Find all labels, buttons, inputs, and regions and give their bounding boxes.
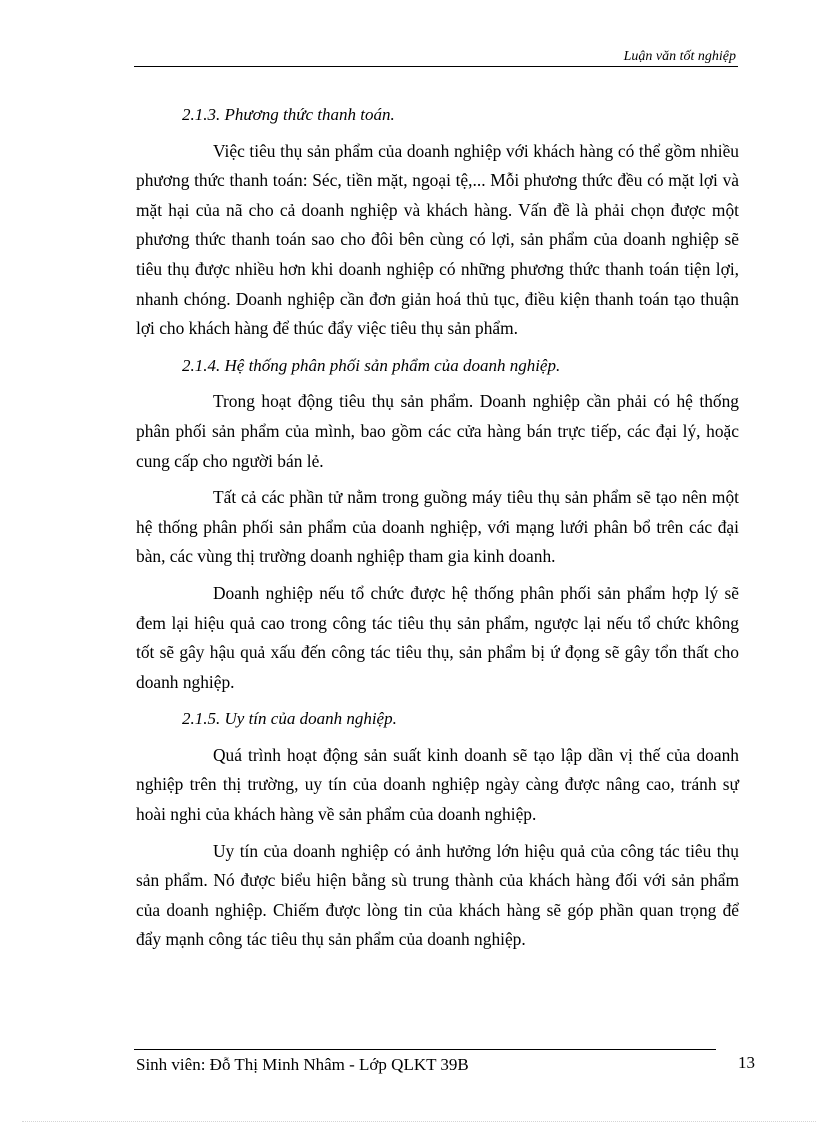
page-number: 13 xyxy=(738,1053,755,1072)
paragraph: Uy tín của doanh nghiệp có ảnh hưởng lớn hiệu quả của công tác tiêu thụ sản phẩm. Nó được biểu hiện bằng sù trung thành của khách hàng đối với sản phẩm của doanh nghiệp. Chiếm được lòng tin của khách hàng sẽ góp phần quan trọng để đẩy mạnh công tác tiêu thụ sản phẩm của doanh nghiệp. xyxy=(136,840,739,950)
section-heading-2-1-3: 2.1.3. Phương thức thanh toán. xyxy=(182,105,395,124)
paragraph: Trong hoạt động tiêu thụ sản phẩm. Doanh nghiệp cần phải có hệ thống phân phối sản phẩm của mình, bao gồm các cửa hàng bán trực tiếp, các đại lý, hoặc cung cấp cho người bán lẻ. xyxy=(136,391,739,471)
page-header xyxy=(134,48,738,67)
footer-student-info: Sinh viên: Đỗ Thị Minh Nhâm - Lớp QLKT 39B xyxy=(136,1055,469,1074)
paragraph: Quá trình hoạt động sản suất kinh doanh sẽ tạo lập dần vị thế của doanh nghiệp trên thị trường, uy tín của doanh nghiệp ngày càng được nâng cao, tránh sự hoài nghi của khách hàng về sản phẩm của doanh nghiệp. xyxy=(136,744,739,825)
section-heading-2-1-4: 2.1.4. Hệ thống phân phối sản phẩm của doanh nghiệp. xyxy=(182,355,561,375)
page-bottom-border xyxy=(22,1121,816,1122)
paragraph: Việc tiêu thụ sản phẩm của doanh nghiệp với khách hàng có thể gồm nhiều phương thức thanh toán: Séc, tiền mặt, ngoại tệ,... Mỗi phương thức đều có mặt lợi và mặt hại của nã cho cả doanh nghiệp và khách hàng. Vấn đề là phải chọn được một phương thức thanh toán sao cho đôi bên cùng có lợi, sản phẩm của doanh nghiệp sẽ tiêu thụ được nhiều hơn khi doanh nghiệp có những phương thức thanh toán tiện lợi, nhanh chóng. Doanh nghiệp cần đơn giản hoá thủ tục, điều kiện thanh toán tạo thuận lợi cho khách hàng để thúc đẩy việc tiêu thụ sản phẩm. xyxy=(136,140,739,339)
paragraph: Tất cả các phần tử nằm trong guồng máy tiêu thụ sản phẩm sẽ tạo nên một hệ thống phân phối sản phẩm của doanh nghiệp, với mạng lưới phân bổ trên các đại bàn, các vùng thị trường doanh nghiệp tham gia kinh doanh. xyxy=(136,487,739,567)
document-body xyxy=(136,100,739,962)
paragraph: Doanh nghiệp nếu tổ chức được hệ thống phân phối sản phẩm hợp lý sẽ đem lại hiệu quả cao trong công tác tiêu thụ sản phẩm, ngược lại nếu tổ chức không tốt sẽ gây hậu quả xấu đến công tác tiêu thụ, sản phẩm bị ứ đọng sẽ gây tổn thất cho doanh nghiệp. xyxy=(136,582,739,692)
section-heading-2-1-5: 2.1.5. Uy tín của doanh nghiệp. xyxy=(182,709,397,729)
header-title: Luận văn tốt nghiệp xyxy=(623,49,736,64)
footer-divider xyxy=(134,1049,716,1050)
